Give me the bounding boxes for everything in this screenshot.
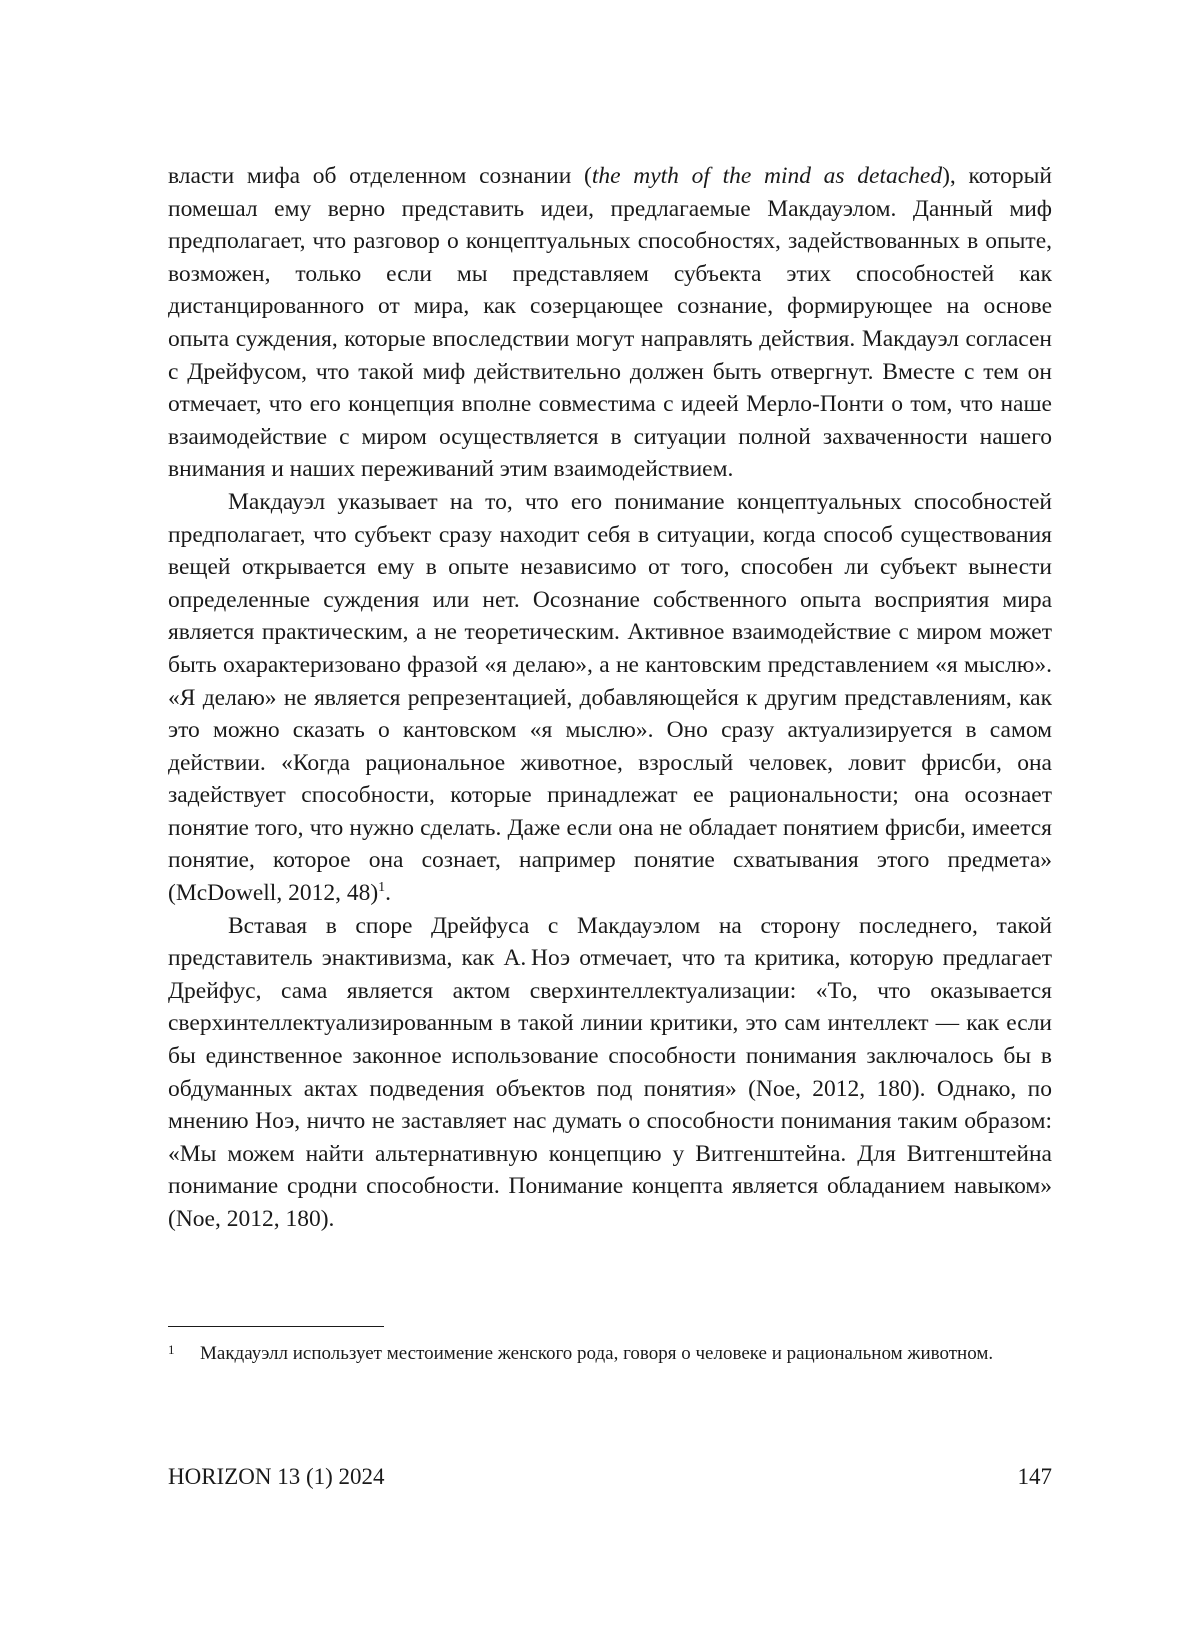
paragraph-1-rest: ), который помешал ему верно представить идеи, предлагаемые Макдауэлом. Данный миф предполагает, что разговор о концептуальных способностях, задействованных в опыте, возможен, только если мы представляем субъекта этих способностей как дистанцированного от мира, как созерцающее сознание, формирующее на основе опыта суждения, которые впоследствии могут направлять действия. Макдауэл согласен с Дрейфусом, что такой миф действительно должен быть отвергнут. Вместе с тем он отмечает, что его концепция вполне совместима с идеей Мерло-Понти о том, что наше взаимодействие с миром осуществляется в ситуации полной захваченности нашего внимания и наших переживаний этим взаимодействием. (168, 163, 1052, 483)
page-number: 147 (1017, 1464, 1052, 1489)
footnote (168, 1340, 1052, 1368)
journal-title: HORIZON 13 (1) 2024 (168, 1464, 385, 1489)
paragraph-2-text: Макдауэл указывает на то, что его понимание концептуальных способностей предполагает, что субъект сразу находит себя в ситуации, когда способ существования вещей открывается ему в опыте независимо от того, способен ли субъект вынести определенные суждения или нет. Осознание собственного опыта восприятия мира является практическим, а не теоретическим. Активное взаимодействие с миром может быть охарактеризовано фразой «я делаю», а не кантовским представлением «я мыслю». «Я делаю» не является репрезентацией, добавляющейся к другим представлениям, как это можно сказать о кантовском «я мыслю». Оно сразу актуализируется в самом действии. «Когда рациональное животное, взрослый человек, ловит фрисби, она задействует способности, которые принадлежат ее рациональности; она осознает понятие того, что нужно сделать. Даже если она не обладает понятием фрисби, имеется понятие, которое она сознает, например понятие схватывания этого предмета» (McDowell, 2012, 48) (168, 488, 1052, 907)
footnote-text: Макдауэлл использует местоимение женского рода, говоря о человеке и рациональном животном. (200, 1343, 994, 1364)
paragraph-1-start: власти мифа об отделенном сознании ( (168, 163, 592, 189)
footnote-reference[interactable]: 1 (378, 880, 386, 896)
paragraph-3 (168, 910, 1052, 1236)
english-phrase: the myth of the mind as detached (591, 163, 943, 189)
footnote-divider (168, 1326, 384, 1327)
footnote-mark: 1 (168, 1342, 175, 1357)
running-footer (168, 1462, 1052, 1492)
paragraph-3-text: Вставая в споре Дрейфуса с Макдауэлом на сторону последнего, такой представитель энактивизма, как А. Ноэ отмечает, что та критика, которую предлагает Дрейфус, сама является актом сверхинтеллектуализации: «То, что оказывается сверхинтеллектуализированным в такой линии критики, это сам интеллект — как если бы единственное законное использование способности понимания заключалось бы в обдуманных актах подведения объектов под понятия» (Noe, 2012, 180). Однако, по мнению Ноэ, ничто не заставляет нас думать о способности понимания таким образом: «Мы можем найти альтернативную концепцию у Витгенштейна. Для Витгенштейна понимание сродни способности. Понимание концепта является обладанием навыком» (Noe, 2012, 180). (168, 912, 1052, 1232)
main-text (168, 160, 1052, 1236)
paragraph-1 (168, 160, 1052, 486)
paragraph-2-end: . (385, 880, 392, 907)
paragraph-2 (168, 486, 1052, 910)
